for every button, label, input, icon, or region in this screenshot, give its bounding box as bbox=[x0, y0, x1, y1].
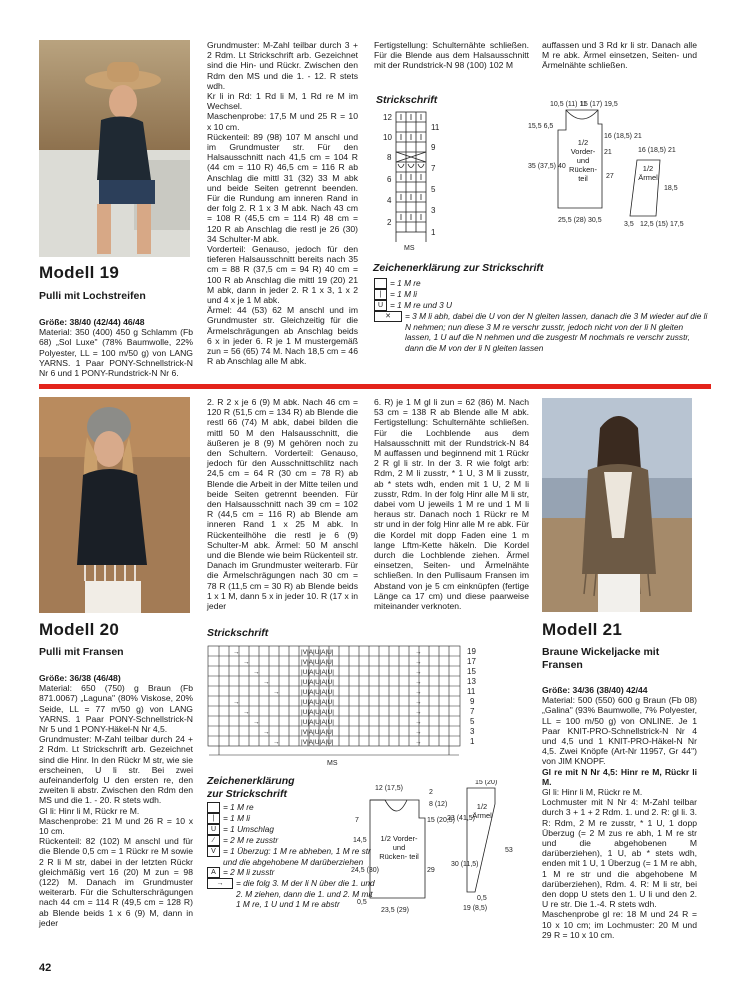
legend19-li-text: = 1 M li bbox=[390, 289, 417, 299]
sch20-sl-w: 23 (41,5) bbox=[447, 815, 476, 822]
sch20-sl-top: 15 (20) bbox=[475, 780, 498, 786]
svg-text:|U|A|U|A|U|: |U|A|U|A|U| bbox=[301, 669, 334, 676]
model-19-rueckenteil: Rückenteil: 89 (98) 107 M anschl und im Grundmuster str. Für den Halsausschnitt nach 41,5 cm = 104 R (44 cm = 110 R) 46,5 cm = 116 R ab Anschlag die mittl 31 (32) 33 M abk und beide Seiten getrennt beenden. Für die Rundung am inneren Rand in der folg 2. R 1 x 3 M abk. Nach 43 cm = 108 R (45,5 cm = 114 R) 48 cm = 120 R ab Anschlag die restl je 26 (30) 34 Schulter-M abk. bbox=[207, 131, 358, 244]
knit-symbol-icon bbox=[207, 802, 220, 813]
model-19-finishing2: auffassen und 3 Rd kr li str. Danach alle M re abk. Ärmel einsetzen, Seiten- und Ärmelnähte schließen. bbox=[542, 40, 697, 71]
chart19-row-9: 9 bbox=[431, 143, 436, 152]
p2tog-symbol-icon: A bbox=[207, 867, 220, 878]
legend19-re bbox=[374, 278, 709, 289]
sch20-side: 24,5 (30) bbox=[351, 867, 380, 874]
sch20-neck: 12 (17,5) bbox=[375, 785, 404, 792]
chart20-row-11: 11 bbox=[467, 687, 476, 696]
model-20-gl-li: Gl li: Hinr li M, Rückr re M. bbox=[39, 805, 140, 816]
svg-text:→: → bbox=[415, 729, 422, 736]
svg-text:→: → bbox=[415, 689, 422, 696]
svg-text:→: → bbox=[273, 739, 280, 746]
model-19-grundmuster: Grundmuster: M-Zahl teilbar durch 3 + 2 Rdm. Lt Strickschrift arb. Gezeichnet sind die Hin- und Rückr. Zwischen den Rdm den MS und die 1. - 12. R stets wdh. bbox=[207, 40, 358, 91]
svg-text:→: → bbox=[415, 649, 422, 656]
model-19-sizes bbox=[39, 317, 193, 378]
sch19-top2: 15 (17) 19,5 bbox=[580, 101, 618, 108]
model-20-col2: 2. R 2 x je 6 (9) M abk. Nach 46 cm = 120 R (51,5 cm = 134 R) ab Blende die restl 66 (74) M abk, dabei bilden die mittl 50 M den Halsausschnitt, die äußeren je 8 (9) M gehören noch zu den Schultern. Vorderteil: Genauso, jedoch für den Ausschnittschlitz nach 24,5 cm = 64 R (30 cm = 78 R) ab Blende die Arbeit in der Mitte teilen und beide Seiten getrennt beenden. Für den Halsausschnitt nach 39 cm = 102 R (44,5 cm = 116 R) ab Blende am inneren Rand 1 x 25 M abk. In Rückenteilhöhe die restl je 6 (9) Schulter-M abk. Ärmel: 50 M anschl und die Blende wie beim Rückenteil str. Danach im Grundmuster weiterarb. Für die Ärmelschrägungen nach 30 cm = 78 R (11,5 cm = 30 R) ab Blende beids 1 x 1 M, dann 5 x in jeder 10. R (17 x in jeder bbox=[207, 397, 358, 612]
model-20-title: Modell 20 bbox=[39, 620, 120, 639]
svg-text:|V|A|U|A|U|: |V|A|U|A|U| bbox=[301, 729, 334, 736]
photo-woman-wrap-jacket-image bbox=[542, 398, 692, 612]
sch19-body-label: 1/2 Vorder- und Rücken- teil bbox=[569, 138, 597, 183]
legend20-li-zusstr-text: = 2 M li zusstr bbox=[223, 867, 275, 877]
svg-text:→: → bbox=[415, 669, 422, 676]
sch20-half: 0,5 bbox=[357, 899, 367, 906]
sch19-sl-top: 16 (18,5) 21 bbox=[638, 147, 676, 154]
sch19-armhole: 16 (18,5) 21 bbox=[604, 133, 642, 140]
k2tog-symbol-icon: ∕ bbox=[207, 835, 220, 846]
legend20-u-text: = 1 Umschlag bbox=[223, 824, 274, 834]
chart19-row-2: 2 bbox=[387, 218, 392, 227]
model-19-legend-title: Zeichenerklärung zur Strickschrift bbox=[373, 262, 544, 274]
sch19-armhole2: 21 bbox=[604, 149, 612, 156]
model-20-knit-chart bbox=[205, 643, 490, 771]
photo-modell-20 bbox=[39, 397, 190, 613]
svg-text:|U|A|U|A|U|: |U|A|U|A|U| bbox=[301, 709, 334, 716]
purl-symbol-icon: | bbox=[374, 289, 387, 300]
legend20-re-text: = 1 M re bbox=[223, 802, 254, 812]
legend20-cross-text: = die folg 3. M der li N über die 1. und 2. M ziehen, dann die 1. und 2. M mit 1 M re, 1 U und 1 M re abstr bbox=[236, 878, 375, 909]
model-19-title: Modell 19 bbox=[39, 263, 120, 282]
legend19-li bbox=[374, 289, 709, 300]
model-20-chart-title: Strickschrift bbox=[207, 627, 269, 639]
sch19-sleeve-label: 1/2 Ärmel bbox=[638, 164, 658, 182]
model-20-subtitle: Pulli mit Fransen bbox=[39, 646, 124, 658]
chart19-row-8: 8 bbox=[387, 153, 392, 162]
model-19-chart-title: Strickschrift bbox=[376, 94, 438, 106]
legend19-3u bbox=[374, 300, 709, 311]
model-21-sizes: Größe: 34/36 (38/40) 42/44 bbox=[542, 685, 648, 695]
sch20-sl-bottom: 19 (8,5) bbox=[463, 905, 488, 912]
svg-text:→: → bbox=[273, 689, 280, 696]
svg-text:→: → bbox=[415, 659, 422, 666]
sch20-s2: 2 bbox=[429, 789, 433, 796]
chart20-row-9: 9 bbox=[470, 697, 475, 706]
legend19-3u-text: = 1 M re und 3 U bbox=[390, 300, 453, 310]
legend20-zusstr-text: = 2 M re zusstr bbox=[223, 835, 279, 845]
chart20-row-13: 13 bbox=[467, 677, 476, 686]
model-21-title: Modell 21 bbox=[542, 620, 623, 639]
legend19-cross-text: = 3 M li abh, dabei die U von der N gleiten lassen, danach die 3 M wieder auf die li N nehmen; nun diese 3 M re verschr zusstr, jedoch nicht von der li N gleiten lassen, 1 U auf die N nehmen und die zusgestr M nochmals re verschr zusstr, dann die M von der li N gleiten lassen bbox=[405, 311, 708, 353]
model-19-subtitle: Pulli mit Lochstreifen bbox=[39, 290, 146, 302]
sch20-side2: 14,5 bbox=[353, 837, 367, 844]
cross-symbol-icon: ✕ bbox=[374, 311, 402, 322]
model-19-sizes-text: Größe: 38/40 (42/44) 46/48 bbox=[39, 317, 145, 327]
model-20-rueckenteil: Rückenteil: 82 (102) M anschl und für die Blende 0,5 cm = 1 Rückr re M sowie 2 R li M str, dabei in der letzten Rückr gleichmäßig vert 16 (20) M zun = 98 (122) M. Danach im Grundmuster weiterarb. Für die Schulterschrägungen nach 44 cm = 114 R (49,5 cm = 128 R) ab Blende beids 1 x 6 (9) M, dann in jeder bbox=[39, 836, 193, 928]
photo-modell-19 bbox=[39, 40, 190, 257]
svg-text:|U|A|U|A|U|: |U|A|U|A|U| bbox=[301, 679, 334, 686]
model-19-material: Material: 350 (400) 450 g Schlamm (Fb 68) „Sol Luxe" (78% Baumwolle, 22% Polyester, LL = 100 m/50 g) von LANG YARNS. 1 Paar PONY-Schnellstrick-N Nr 6 und 1 PONY-Rundstrick-N Nr 6. bbox=[39, 327, 193, 379]
svg-text:→: → bbox=[253, 669, 260, 676]
svg-text:→: → bbox=[243, 659, 250, 666]
model-20-maschenprobe: Maschenprobe: 21 M und 26 R = 10 x 10 cm. bbox=[39, 815, 193, 837]
svg-text:→: → bbox=[243, 709, 250, 716]
section-divider bbox=[39, 384, 711, 389]
svg-text:→: → bbox=[415, 679, 422, 686]
model-19-legend bbox=[374, 278, 709, 353]
svg-text:→: → bbox=[233, 649, 240, 656]
sch20-bottom: 23,5 (29) bbox=[381, 907, 410, 914]
chart20-row-15: 15 bbox=[467, 667, 476, 676]
svg-text:→: → bbox=[415, 719, 422, 726]
svg-text:→: → bbox=[415, 709, 422, 716]
chart19-row-1: 1 bbox=[431, 228, 436, 237]
model-19-maschenprobe: Maschenprobe: 17,5 M und 25 R = 10 x 10 cm. bbox=[207, 111, 358, 132]
chart20-row-3: 3 bbox=[470, 727, 475, 736]
sch19-top: 10,5 (11) 11 bbox=[550, 101, 587, 108]
chart19-row-10: 10 bbox=[383, 133, 392, 142]
svg-text:→: → bbox=[263, 729, 270, 736]
chart19-row-3: 3 bbox=[431, 206, 436, 215]
model-21-material: Material: 500 (550) 600 g Braun (Fb 08) „Galina" (93% Baumwolle, 7% Polyester, LL = 100 m/50 g) von ONLINE. Je 1 Paar KNIT-PRO-Schnellstrick-N Nr 4 und 4,5 und 1 KNIT-PRO-Häkel-N Nr 4,5. Zwei Knöpfe (Art-Nr 11957, Gr 44") von JIM KNOPF. bbox=[542, 695, 697, 767]
chart20-row-7: 7 bbox=[470, 707, 475, 716]
chart19-row-11: 11 bbox=[431, 123, 440, 132]
chart20-row-17: 17 bbox=[467, 657, 476, 666]
sch20-s15: 15 (20,5) bbox=[427, 817, 456, 824]
legend20-ueberzug-text: = 1 Überzug: 1 M re abheben, 1 M re str und die abgehobene M darüberziehen bbox=[223, 846, 371, 867]
model-19-finishing: Fertigstellung: Schulternähte schließen. Für die Blende aus dem Halsausschnitt mit der Rundstrick-N 98 (100) 102 M bbox=[374, 40, 529, 71]
legend19-cross bbox=[374, 311, 709, 353]
model-21-text bbox=[542, 685, 697, 940]
chart19-row-7: 7 bbox=[431, 164, 436, 173]
chart19-row-12: 12 bbox=[383, 113, 392, 122]
sch20-sleeve-label: 1/2 Ärmel bbox=[472, 802, 492, 820]
chart19-ms-label: MS bbox=[404, 245, 415, 252]
sch19-sl-bottom: 12,5 (15) 17,5 bbox=[640, 221, 684, 228]
sch20-mid: 29 bbox=[427, 867, 435, 874]
photo-woman-beanie-image bbox=[39, 397, 190, 613]
sch19-length: 27 bbox=[606, 173, 614, 180]
svg-text:→: → bbox=[253, 719, 260, 726]
model-21-subtitle: Braune Wickeljacke mit Fransen bbox=[542, 646, 660, 671]
model-19-vorderteil: Vorderteil: Genauso, jedoch für den tieferen Halsausschnitt bereits nach 35 cm = 88 R (37,5 cm = 94 R) 40 cm = 100 R ab Anschlag die mittl 19 (20) 21 M abk, dann in jeder 2. R 1 x 3, 1 x 2 und 4 x je 1 M abk. bbox=[207, 244, 358, 306]
svg-text:|U|A|U|A|U|: |U|A|U|A|U| bbox=[301, 689, 334, 696]
sch20-shoulder: 8 (12) bbox=[429, 801, 448, 808]
purl-symbol-icon: | bbox=[207, 813, 220, 824]
model-19-schematic bbox=[528, 98, 708, 233]
model-20-col1 bbox=[39, 673, 193, 928]
photo-woman-hat-image bbox=[39, 40, 190, 257]
chart20-row-5: 5 bbox=[470, 717, 475, 726]
model-21-lochmuster: Lochmuster mit N Nr 4: M-Zahl teilbar durch 3 + 1 + 2 Rdm. 1. und 2. R: gl li. 3. R: Rdm, 2 M re zusstr, * 1 U, 1 dopp Überzug (= 2 M zus re abh, 1 M re str und die abgehobenen M darüberziehen), 1 U, ab * stets wdh, enden mit 1 U, 1 Überzug (= 1 M re abh, 1 M re str und die abgehobene M darüberziehen), Rdm. 4. R: M li str, bei den dopp U stets den 1. U li und den 2. U re str. Die 1.-4. R stets wdh. bbox=[542, 797, 697, 910]
svg-text:→: → bbox=[233, 699, 240, 706]
svg-text:|U|A|U|A|U|: |U|A|U|A|U| bbox=[301, 699, 334, 706]
legend20-li-text: = 1 M li bbox=[223, 813, 250, 823]
sch20-sl-cuff: 0,5 bbox=[477, 895, 487, 902]
model-20-col3: 6. R) je 1 M gl li zun = 62 (86) M. Nach 53 cm = 138 R ab Blende alle M abk. Fertigstellung: Schulternähte schließen. Für die Lochblende aus dem Halsausschnitt mit der Rundstrick-N 84 M auffassen und beginnend mit 1 Rückr 2 R gl li str. In der 3. R wie folgt arb: Rdm, 2 M li zusstr, * 1 U, 3 M li zusstr, ab * stets wdh, enden mit 1 U, 2 M li zusstr, Rdm. In der folg Hinr alle M li str, dabei vom U jeweils 1 M re und 1 M li heraus str. Danach noch 1 Rückr re M str und in der folg Hinr alle M re abk. Für die Kordel mit dopp Faden eine 1 m lange Lftm-Kette häkeln. Die Kordel durch die Lochblende ziehen. Ärmel einsetzen, Seiten- und Ärmelnähte schließen. In den Pullisaum Fransen im Abstand von je 5 cm einknüpfen (fertige Länge ca 17 cm) und diese paarweise miteinander verknoten. bbox=[374, 397, 529, 612]
model-20-legend-title: Zeichenerklärung zur Strickschrift bbox=[207, 775, 295, 800]
skp-symbol-icon: V bbox=[207, 846, 220, 857]
chart19-row-5: 5 bbox=[431, 185, 436, 194]
svg-text:|V|A|U|A|U|: |V|A|U|A|U| bbox=[301, 659, 334, 666]
model-21-gl-li: Gl li: Hinr li M, Rückr re M. bbox=[542, 787, 643, 798]
model-19-text-col2 bbox=[207, 40, 358, 367]
sch20-body-label: 1/2 Vorder- und Rücken- teil bbox=[379, 834, 419, 861]
chart19-row-4: 4 bbox=[387, 196, 392, 205]
sch19-neck: 15,5 6,5 bbox=[528, 123, 554, 130]
svg-text:|U|A|U|A|U|: |U|A|U|A|U| bbox=[301, 719, 334, 726]
model-21-gl-re: Gl re mit N Nr 4,5: Hinr re M, Rückr li M. bbox=[542, 766, 697, 787]
yarnover-symbol-icon: U bbox=[207, 824, 220, 835]
sch19-side: 35 (37,5) 40 bbox=[528, 163, 566, 170]
photo-modell-21 bbox=[542, 398, 692, 612]
model-19-knit-chart bbox=[380, 110, 450, 255]
svg-text:|V|A|U|A|U|: |V|A|U|A|U| bbox=[301, 649, 334, 656]
model-20-grundmuster: Grundmuster: M-Zahl teilbar durch 24 + 2 Rdm. Lt Strickschrift arb. Gezeichnet sind die Hinr. In den Rückr M str, wie sie erscheinen, U li str. Bei zwei aufeinanderfolg U den ersten re, den zweiten li abstr. Zwischen den Rdm den MS und die 1. - 20. R stets wdh. bbox=[39, 734, 193, 806]
chart20-row-1: 1 bbox=[470, 737, 475, 746]
model-19-aermel: Ärmel: 44 (53) 62 M anschl und im Grundmuster str. Gleichzeitig für die Ärmelschrägungen ab Anschlag beids 6 x in jeder 6. R je 1 M mustergemäß zun = 56 (65) 74 M. Nach 18,5 cm = 46 R ab Anschlag alle M abk. bbox=[207, 305, 358, 367]
model-21-maschenprobe: Maschenprobe gl re: 18 M und 24 R = 10 x 10 cm; im Lochmuster: 20 M und 29 R = 10 x 10 cm. bbox=[542, 909, 697, 940]
page-number: 42 bbox=[39, 962, 52, 974]
legend19-re-text: = 1 M re bbox=[390, 278, 421, 288]
chart20-row-19: 19 bbox=[467, 647, 476, 656]
svg-text:|V|A|U|A|U|: |V|A|U|A|U| bbox=[301, 739, 334, 746]
model-20-schematic bbox=[345, 780, 525, 930]
cross-3-symbol-icon: → bbox=[207, 878, 233, 889]
sch19-sl-len: 18,5 bbox=[664, 185, 678, 192]
model-20-sizes: Größe: 36/38 (46/48) bbox=[39, 673, 121, 683]
svg-text:→: → bbox=[415, 739, 422, 746]
svg-text:→: → bbox=[415, 699, 422, 706]
sch20-s7: 7 bbox=[355, 817, 359, 824]
model-19-kr-li: Kr li in Rd: 1 Rd li M, 1 Rd re M im Wechsel. bbox=[207, 91, 358, 112]
knit-symbol-icon bbox=[374, 278, 387, 289]
model-20-material: Material: 650 (750) g Braun (Fb 871.0067) „Laguna" (80% Viskose, 20% Seide, LL = 77 m/50 g) von LANG YARNS. 1 Paar PONY-Schnellstrick-N Nr 5 und 1 PONY-Häkel-N Nr 4,5. bbox=[39, 683, 193, 735]
sch19-bottom: 25,5 (28) 30,5 bbox=[558, 217, 602, 224]
chart20-ms-label: MS bbox=[327, 760, 338, 767]
yarnover-symbol-icon: U bbox=[374, 300, 387, 311]
chart19-row-6: 6 bbox=[387, 175, 392, 184]
sch19-sl-cuff: 3,5 bbox=[624, 221, 634, 228]
svg-text:→: → bbox=[263, 679, 270, 686]
sch20-sl-len: 53 bbox=[505, 847, 513, 854]
sch20-r30: 30 (11,5) bbox=[451, 861, 479, 868]
